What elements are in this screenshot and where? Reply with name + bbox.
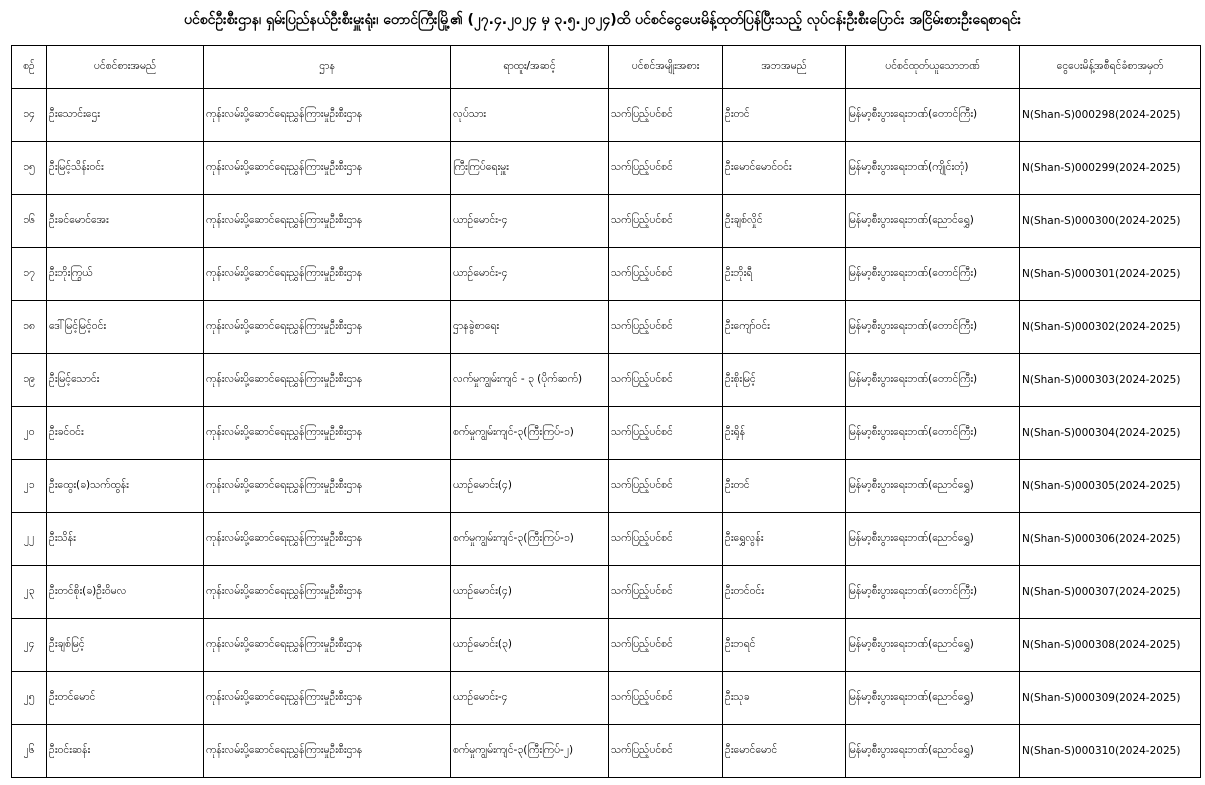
serial-cell: ၂၆	[12, 725, 47, 778]
pension-type-cell: သက်ပြည့်ပင်စင်	[609, 248, 723, 301]
pension-type-cell: သက်ပြည့်ပင်စင်	[609, 142, 723, 195]
order-number-cell: N(Shan-S)000305(2024-2025)	[1020, 460, 1201, 513]
serial-cell: ၂၁	[12, 460, 47, 513]
father-name-cell: ဦးဘရင်	[723, 619, 846, 672]
father-name-cell: ဦးမောင်မောင်ဝင်း	[723, 142, 846, 195]
header-cell-order-number: ငွေပေးမိန့်အစီရင်ခံစာအမှတ်	[1020, 46, 1201, 89]
table-body	[12, 89, 1201, 778]
rank-cell: စက်မှုကျွမ်းကျင်-၃(ကြီးကြပ်-၁)	[451, 513, 609, 566]
department-cell: ကုန်းလမ်းပို့ဆောင်ရေးညွှန်ကြားမှုဦးစီးဌာန	[204, 725, 451, 778]
serial-cell: ၁၄	[12, 89, 47, 142]
order-number-cell: N(Shan-S)000309(2024-2025)	[1020, 672, 1201, 725]
rank-cell: ယာဉ်မောင်း-၄	[451, 248, 609, 301]
pension-type-cell: သက်ပြည့်ပင်စင်	[609, 195, 723, 248]
bank-cell: မြန်မာ့စီးပွားရေးဘဏ်(ကျိုင်းတုံ)	[846, 142, 1020, 195]
header-cell-father-name: အဘအမည်	[723, 46, 846, 89]
rank-cell: ယာဉ်မောင်း-၄	[451, 195, 609, 248]
header-cell-bank: ပင်စင်ထုတ်ယူသောဘဏ်	[846, 46, 1020, 89]
father-name-cell: ဦးရွှေလွန်း	[723, 513, 846, 566]
bank-cell: မြန်မာ့စီးပွားရေးဘဏ်(တောင်ကြီး)	[846, 301, 1020, 354]
bank-cell: မြန်မာ့စီးပွားရေးဘဏ်(ညောင်ရွှေ)	[846, 619, 1020, 672]
serial-cell: ၂၅	[12, 672, 47, 725]
pensioner-name-cell: ဦးချစ်မြင့်	[47, 619, 204, 672]
header-cell-pension-type: ပင်စင်အမျိုးအစား	[609, 46, 723, 89]
father-name-cell: ဦးဘိုးရီ	[723, 248, 846, 301]
rank-cell: ယာဉ်မောင်း(၄)	[451, 566, 609, 619]
serial-cell: ၂၀	[12, 407, 47, 460]
pensioner-name-cell: ဦးထွေး(ခ)သက်ထွန်း	[47, 460, 204, 513]
rank-cell: စက်မှုကျွမ်းကျင်-၃(ကြီးကြပ်-၂)	[451, 725, 609, 778]
father-name-cell: ဦးသုခ	[723, 672, 846, 725]
rank-cell: စက်မှုကျွမ်းကျင်-၃(ကြီးကြပ်-၁)	[451, 407, 609, 460]
pension-type-cell: သက်ပြည့်ပင်စင်	[609, 301, 723, 354]
bank-cell: မြန်မာ့စီးပွားရေးဘဏ်(တောင်ကြီး)	[846, 566, 1020, 619]
header-row	[12, 46, 1201, 89]
pensioner-name-cell: ဦးဘိုးကြွယ်	[47, 248, 204, 301]
bank-cell: မြန်မာ့စီးပွားရေးဘဏ်(တောင်ကြီး)	[846, 407, 1020, 460]
pension-type-cell: သက်ပြည့်ပင်စင်	[609, 407, 723, 460]
pensioner-name-cell: ဦးတင်မောင်	[47, 672, 204, 725]
table-row	[12, 89, 1201, 142]
department-cell: ကုန်းလမ်းပို့ဆောင်ရေးညွှန်ကြားမှုဦးစီးဌာန	[204, 407, 451, 460]
pension-type-cell: သက်ပြည့်ပင်စင်	[609, 725, 723, 778]
bank-cell: မြန်မာ့စီးပွားရေးဘဏ်(ညောင်ရွှေ)	[846, 672, 1020, 725]
department-cell: ကုန်းလမ်းပို့ဆောင်ရေးညွှန်ကြားမှုဦးစီးဌာန	[204, 248, 451, 301]
order-number-cell: N(Shan-S)000307(2024-2025)	[1020, 566, 1201, 619]
table-row	[12, 672, 1201, 725]
serial-cell: ၁၅	[12, 142, 47, 195]
department-cell: ကုန်းလမ်းပို့ဆောင်ရေးညွှန်ကြားမှုဦးစီးဌာန	[204, 460, 451, 513]
rank-cell: လက်မှုကျွမ်းကျင် - ၃ (ပိုက်ဆက်)	[451, 354, 609, 407]
table-row	[12, 248, 1201, 301]
header-cell-department: ဌာန	[204, 46, 451, 89]
rank-cell: ကြီးကြပ်ရေးမှူး	[451, 142, 609, 195]
serial-cell: ၁၈	[12, 301, 47, 354]
pension-type-cell: သက်ပြည့်ပင်စင်	[609, 566, 723, 619]
order-number-cell: N(Shan-S)000304(2024-2025)	[1020, 407, 1201, 460]
department-cell: ကုန်းလမ်းပို့ဆောင်ရေးညွှန်ကြားမှုဦးစီးဌာန	[204, 301, 451, 354]
rank-cell: ယာဉ်မောင်း-၄	[451, 672, 609, 725]
pension-type-cell: သက်ပြည့်ပင်စင်	[609, 354, 723, 407]
table-row	[12, 195, 1201, 248]
pensioner-name-cell: ဦးသောင်းဌေး	[47, 89, 204, 142]
table-row	[12, 407, 1201, 460]
department-cell: ကုန်းလမ်းပို့ဆောင်ရေးညွှန်ကြားမှုဦးစီးဌာန	[204, 619, 451, 672]
table-row	[12, 142, 1201, 195]
father-name-cell: ဦးကျော်ဝင်း	[723, 301, 846, 354]
pensioner-name-cell: ဦးသိန်း	[47, 513, 204, 566]
pensioner-name-cell: ဒေါ်မြင့်မြင့်ဝင်း	[47, 301, 204, 354]
pension-type-cell: သက်ပြည့်ပင်စင်	[609, 619, 723, 672]
bank-cell: မြန်မာ့စီးပွားရေးဘဏ်(ညောင်ရွှေ)	[846, 725, 1020, 778]
page-title: ပင်စင်ဦးစီးဌာန၊ ရှမ်းပြည်နယ်ဦးစီးမှူးရုံး၊ တောင်ကြီးမြို့၏ (၂၇.၄.၂၀၂၄ မှ ၃.၅.၂၀၂၄)ထိ ပင်စင်ငွေပေးမိန့်ထုတ်ပြန်ပြီးသည့် လုပ်ငန်းဦးစီးပြောင်း အငြိမ်းစားဦးရေစာရင်း	[183, 12, 1022, 28]
father-name-cell: ဦးချစ်လှိုင်	[723, 195, 846, 248]
pensioner-name-cell: ဦးခင်ဝင်း	[47, 407, 204, 460]
department-cell: ကုန်းလမ်းပို့ဆောင်ရေးညွှန်ကြားမှုဦးစီးဌာန	[204, 513, 451, 566]
serial-cell: ၁၇	[12, 248, 47, 301]
order-number-cell: N(Shan-S)000298(2024-2025)	[1020, 89, 1201, 142]
father-name-cell: ဦးမောင်မောင်	[723, 725, 846, 778]
bank-cell: မြန်မာ့စီးပွားရေးဘဏ်(တောင်ကြီး)	[846, 354, 1020, 407]
table-row	[12, 513, 1201, 566]
pensioner-name-cell: ဦးမြင့်သောင်း	[47, 354, 204, 407]
department-cell: ကုန်းလမ်းပို့ဆောင်ရေးညွှန်ကြားမှုဦးစီးဌာန	[204, 195, 451, 248]
pension-type-cell: သက်ပြည့်ပင်စင်	[609, 89, 723, 142]
bank-cell: မြန်မာ့စီးပွားရေးဘဏ်(ညောင်ရွှေ)	[846, 460, 1020, 513]
table-row	[12, 460, 1201, 513]
father-name-cell: ဦးတင်	[723, 460, 846, 513]
rank-cell: ဌာနခွဲစာရေး	[451, 301, 609, 354]
header-cell-rank: ရာထူး/အဆင့်	[451, 46, 609, 89]
order-number-cell: N(Shan-S)000306(2024-2025)	[1020, 513, 1201, 566]
serial-cell: ၁၆	[12, 195, 47, 248]
table-row	[12, 354, 1201, 407]
department-cell: ကုန်းလမ်းပို့ဆောင်ရေးညွှန်ကြားမှုဦးစီးဌာန	[204, 142, 451, 195]
father-name-cell: ဦးစိုးမြင့်	[723, 354, 846, 407]
order-number-cell: N(Shan-S)000308(2024-2025)	[1020, 619, 1201, 672]
pensioner-name-cell: ဦးဝင်းဆန်း	[47, 725, 204, 778]
department-cell: ကုန်းလမ်းပို့ဆောင်ရေးညွှန်ကြားမှုဦးစီးဌာန	[204, 89, 451, 142]
department-cell: ကုန်းလမ်းပို့ဆောင်ရေးညွှန်ကြားမှုဦးစီးဌာန	[204, 566, 451, 619]
department-cell: ကုန်းလမ်းပို့ဆောင်ရေးညွှန်ကြားမှုဦးစီးဌာန	[204, 354, 451, 407]
rank-cell: ယာဉ်မောင်း(၄)	[451, 460, 609, 513]
department-cell: ကုန်းလမ်းပို့ဆောင်ရေးညွှန်ကြားမှုဦးစီးဌာန	[204, 672, 451, 725]
order-number-cell: N(Shan-S)000310(2024-2025)	[1020, 725, 1201, 778]
table-row	[12, 619, 1201, 672]
table-row	[12, 725, 1201, 778]
pension-type-cell: သက်ပြည့်ပင်စင်	[609, 513, 723, 566]
bank-cell: မြန်မာ့စီးပွားရေးဘဏ်(ညောင်ရွှေ)	[846, 513, 1020, 566]
table-row	[12, 301, 1201, 354]
father-name-cell: ဦးတင်ဝင်း	[723, 566, 846, 619]
father-name-cell: ဦးတင်	[723, 89, 846, 142]
bank-cell: မြန်မာ့စီးပွားရေးဘဏ်(တောင်ကြီး)	[846, 248, 1020, 301]
pension-type-cell: သက်ပြည့်ပင်စင်	[609, 672, 723, 725]
serial-cell: ၂၂	[12, 513, 47, 566]
header-cell-serial: စဉ်	[12, 46, 47, 89]
bank-cell: မြန်မာ့စီးပွားရေးဘဏ်(တောင်ကြီး)	[846, 89, 1020, 142]
father-name-cell: ဦးရိုန်	[723, 407, 846, 460]
serial-cell: ၂၃	[12, 566, 47, 619]
rank-cell: လုပ်သား	[451, 89, 609, 142]
bank-cell: မြန်မာ့စီးပွားရေးဘဏ်(ညောင်ရွှေ)	[846, 195, 1020, 248]
order-number-cell: N(Shan-S)000303(2024-2025)	[1020, 354, 1201, 407]
rank-cell: ယာဉ်မောင်း(၃)	[451, 619, 609, 672]
order-number-cell: N(Shan-S)000302(2024-2025)	[1020, 301, 1201, 354]
pensioner-name-cell: ဦးခင်မောင်အေး	[47, 195, 204, 248]
serial-cell: ၁၉	[12, 354, 47, 407]
pensioner-name-cell: ဦးတင်စိုး(ခ)ဦးဝိမလ	[47, 566, 204, 619]
table-row	[12, 566, 1201, 619]
pension-type-cell: သက်ပြည့်ပင်စင်	[609, 460, 723, 513]
serial-cell: ၂၄	[12, 619, 47, 672]
order-number-cell: N(Shan-S)000299(2024-2025)	[1020, 142, 1201, 195]
order-number-cell: N(Shan-S)000300(2024-2025)	[1020, 195, 1201, 248]
header-cell-pensioner-name: ပင်စင်စားအမည်	[47, 46, 204, 89]
pension-table	[11, 45, 1201, 778]
pensioner-name-cell: ဦးမြင့်သိန်းဝင်း	[47, 142, 204, 195]
order-number-cell: N(Shan-S)000301(2024-2025)	[1020, 248, 1201, 301]
